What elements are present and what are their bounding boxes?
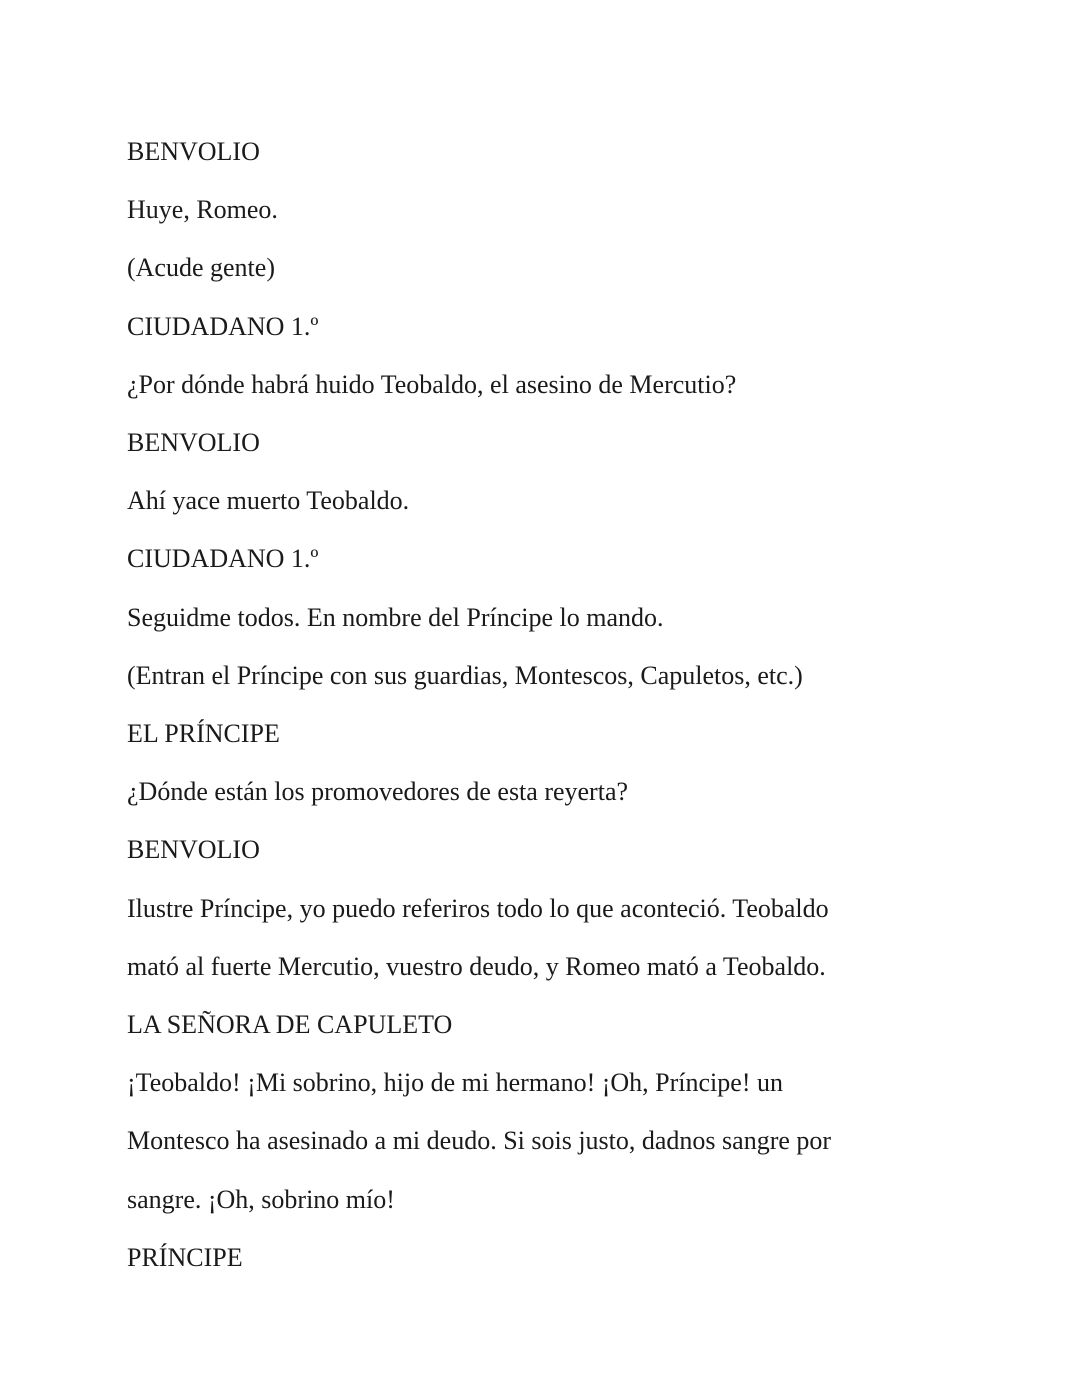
dialogue-line: Huye, Romeo. bbox=[127, 195, 278, 225]
dialogue-line: Ilustre Príncipe, yo puedo referiros todo lo que aconteció. Teobaldo bbox=[127, 893, 829, 923]
speaker-name: BENVOLIO bbox=[127, 428, 260, 458]
speaker-name: CIUDADANO 1.º bbox=[127, 544, 319, 574]
dialogue-line: Montesco ha asesinado a mi deudo. Si sois justo, dadnos sangre por bbox=[127, 1126, 832, 1156]
play-text bbox=[127, 123, 987, 1287]
dialogue-line: ¡Teobaldo! ¡Mi sobrino, hijo de mi hermano! ¡Oh, Príncipe! un bbox=[127, 1068, 783, 1098]
speaker-name: EL PRÍNCIPE bbox=[127, 719, 280, 749]
speaker-name: BENVOLIO bbox=[127, 835, 260, 865]
dialogue-line: mató al fuerte Mercutio, vuestro deudo, y Romeo mató a Teobaldo. bbox=[127, 951, 826, 981]
speaker-name: PRÍNCIPE bbox=[127, 1242, 243, 1272]
speaker-name: CIUDADANO 1.º bbox=[127, 311, 319, 341]
dialogue-line: ¿Dónde están los promovedores de esta reyerta? bbox=[127, 777, 629, 807]
dialogue-line: ¿Por dónde habrá huido Teobaldo, el asesino de Mercutio? bbox=[127, 369, 737, 399]
dialogue-line: sangre. ¡Oh, sobrino mío! bbox=[127, 1184, 395, 1214]
speaker-name: LA SEÑORA DE CAPULETO bbox=[127, 1010, 453, 1040]
dialogue-line: Seguidme todos. En nombre del Príncipe lo mando. bbox=[127, 602, 664, 632]
stage-direction: (Acude gente) bbox=[127, 253, 275, 283]
speaker-name: BENVOLIO bbox=[127, 137, 260, 166]
dialogue-line: Ahí yace muerto Teobaldo. bbox=[127, 486, 410, 516]
stage-direction: (Entran el Príncipe con sus guardias, Montescos, Capuletos, etc.) bbox=[127, 660, 803, 690]
